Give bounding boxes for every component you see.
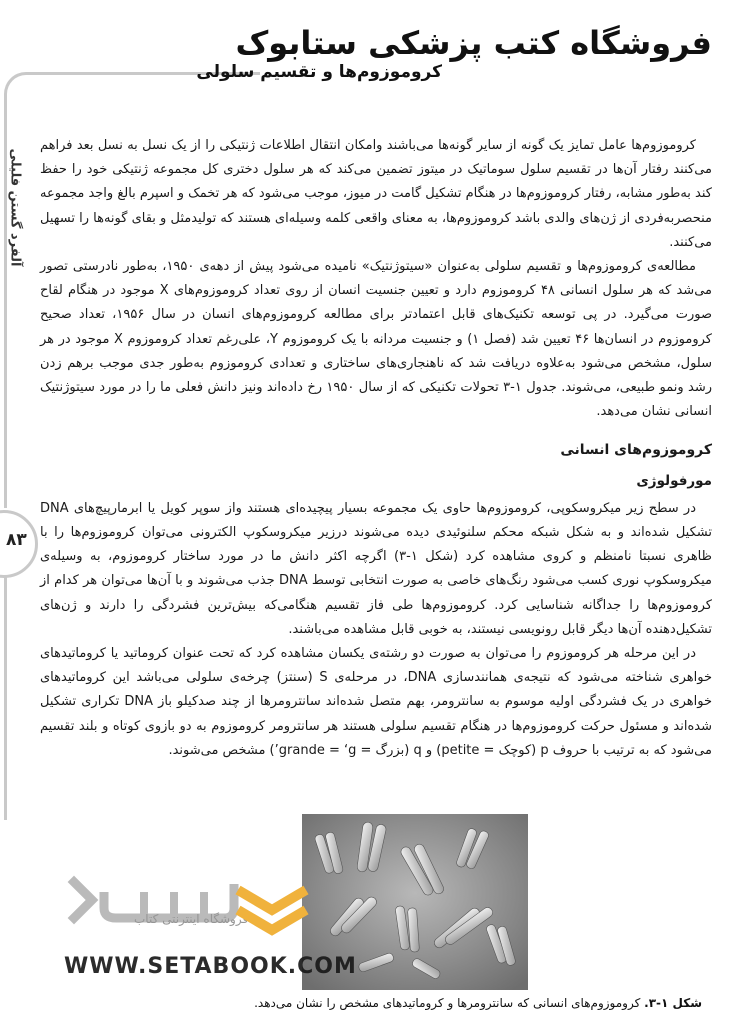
chevron-logo-icon <box>232 884 312 944</box>
paragraph: مطالعه‌ی کروموزوم‌ها و تقسیم سلولی به‌عنوان «سیتوژنتیک» نامیده می‌شود پیش از دهه‌ی ۱۹۵۰، به‌طور نادرستی تصور می‌شد که هر سلول انسانی ۴۸ کروموزوم دارد و تعیین جنسیت انسان از روی تعداد کروموزوم‌های X موجود در هنگام لقاح صورت می‌گیرد. در پی توسعه تکنیک‌های قابل اعتمادتر برای مطالعه کروموزوم‌های انسان در سال ۱۹۵۶، تعداد صحیح کروموزوم در انسان‌ها ۴۶ تعیین شد (فصل ۱) و جنسیت مردانه با یک کروموزوم Y، علی‌رغم تعداد کروموزوم X موجود در هر سلول، مشخص می‌شود به‌علاوه دریافت شد که ناهنجاری‌های ساختاری و تعدادی کروموزوم به‌طور جدی موجب برهم زدن رشد ونمو طبیعی، می‌شوند. جدول ۱-۳ تحولات تکنیکی که از سال ۱۹۵۰ رخ داده‌اند ونیز دانش فعلی ما را در مورد سیتوژنتیک انسانی نشان می‌دهد. <box>40 259 712 420</box>
watermark-url: WWW.SETABOOK.COM <box>64 954 357 979</box>
paragraph: در این مرحله هر کروموزوم را می‌توان به صورت دو رشته‌ی یکسان مشاهده کرد که تحت عنوان کروماتید یا کروماتیدهای خواهری شناخته می‌شود که نتیجه‌ی همانندسازی DNA، در مرحله‌ی S (سنتز) چرخه‌ی سلولی می‌باشد این کروماتیدهای خواهری در یک فشردگی اولیه موسوم به سانترومر، بهم متصل شده‌اند سانترومرها از چند صدکیلو باز DNA تکراری تشکیل شده‌اند و مسئول حرکت کروموزوم‌ها در هنگام تقسیم سلولی هستند هر سانترومر کروموزوم به دو بازوی کوتاه و بلند تقسیم می‌شود که به ترتیب با حروف p (کوچک = petite) و q (بزرگ = grande = ‘g’) مشخص می‌شوند. <box>40 646 712 758</box>
figure-caption <box>254 996 702 1010</box>
watermark-subtitle: فروشگاه اینترنتی کتاب <box>134 912 249 926</box>
main-content <box>40 134 712 763</box>
caption-text: کروموزوم‌های انسانی که سانترومرها و کروماتیدهای مشخص را نشان می‌دهد. <box>254 996 645 1010</box>
frame-corner <box>4 72 33 105</box>
book-title: فروشگاه کتب پزشکی ستابوک <box>235 24 712 62</box>
chapter-title: کروموزوم‌ها و تقسیم سلولی <box>196 62 442 82</box>
frame-side-line-lower <box>4 560 7 820</box>
section-heading: کروموزوم‌های انسانی <box>560 442 712 459</box>
paragraph: کروموزوم‌ها عامل تمایز یک گونه از سایر گونه‌ها می‌باشند وامکان انتقال اطلاعات ژنتیکی را از یک نسل به نسل بعد فراهم می‌کنند رفتار آن‌ها در تقسیم سلول سوماتیک در میتوز تضمین می‌کند که هر سلول دختری کل مجموعه ژنتیکی خود را حفظ کند به‌طور مشابه، رفتار کروموزوم‌ها در هنگام تشکیل گامت در میوز، موجب می‌شود که هر تخمک و اسپرم بالغ واجد مجموعه منحصربه‌فردی از ژن‌های والدی باشد کروموزوم‌ها، به معنای واقعی کلمه وسیله‌ای هستند که تولیدمثل و بقای گونه‌ها را تسهیل می‌کنند. <box>40 138 712 250</box>
caption-label: شکل ۱-۳. <box>644 996 702 1010</box>
subsection-heading: مورفولوژی <box>636 472 712 489</box>
paragraph: در سطح زیر میکروسکوپی، کروموزوم‌ها حاوی یک مجموعه بسیار پیچیده‌ای هستند واز سوپر کویل یا ابرمارپیچ‌های DNA تشکیل شده‌اند و به شکل شبکه محکم سلنوئیدی دیده می‌شوند درزیر میکروسکوپ الکترونی می‌توان کروموزوم‌ها را با ظاهری نسبتا نامنظم و کروی مشاهده کرد (شکل ۱-۳) اگرچه اکثر دانش ما در مورد ساختار کروموزوم، به وسیله‌ی میکروسکوپ نوری کسب می‌شود رنگ‌های خاصی به صورت انتخابی توسط DNA جذب می‌شوند و با آن‌ها می‌توان هر کدام از کروموزوم‌ها را جداگانه شناسایی کرد. کروموزوم‌ها طی فاز تقسیم هنگامی‌که بیش‌ترین فشردگی را دارند و ژن‌های تشکیل‌دهنده آن‌ها دیگر قابل رونویسی نیستند، به خوبی قابل مشاهده می‌باشند. <box>40 500 712 637</box>
page-number: ۸۳ <box>6 530 27 550</box>
author-name: آلفرد گستن فلیلی <box>7 148 23 267</box>
